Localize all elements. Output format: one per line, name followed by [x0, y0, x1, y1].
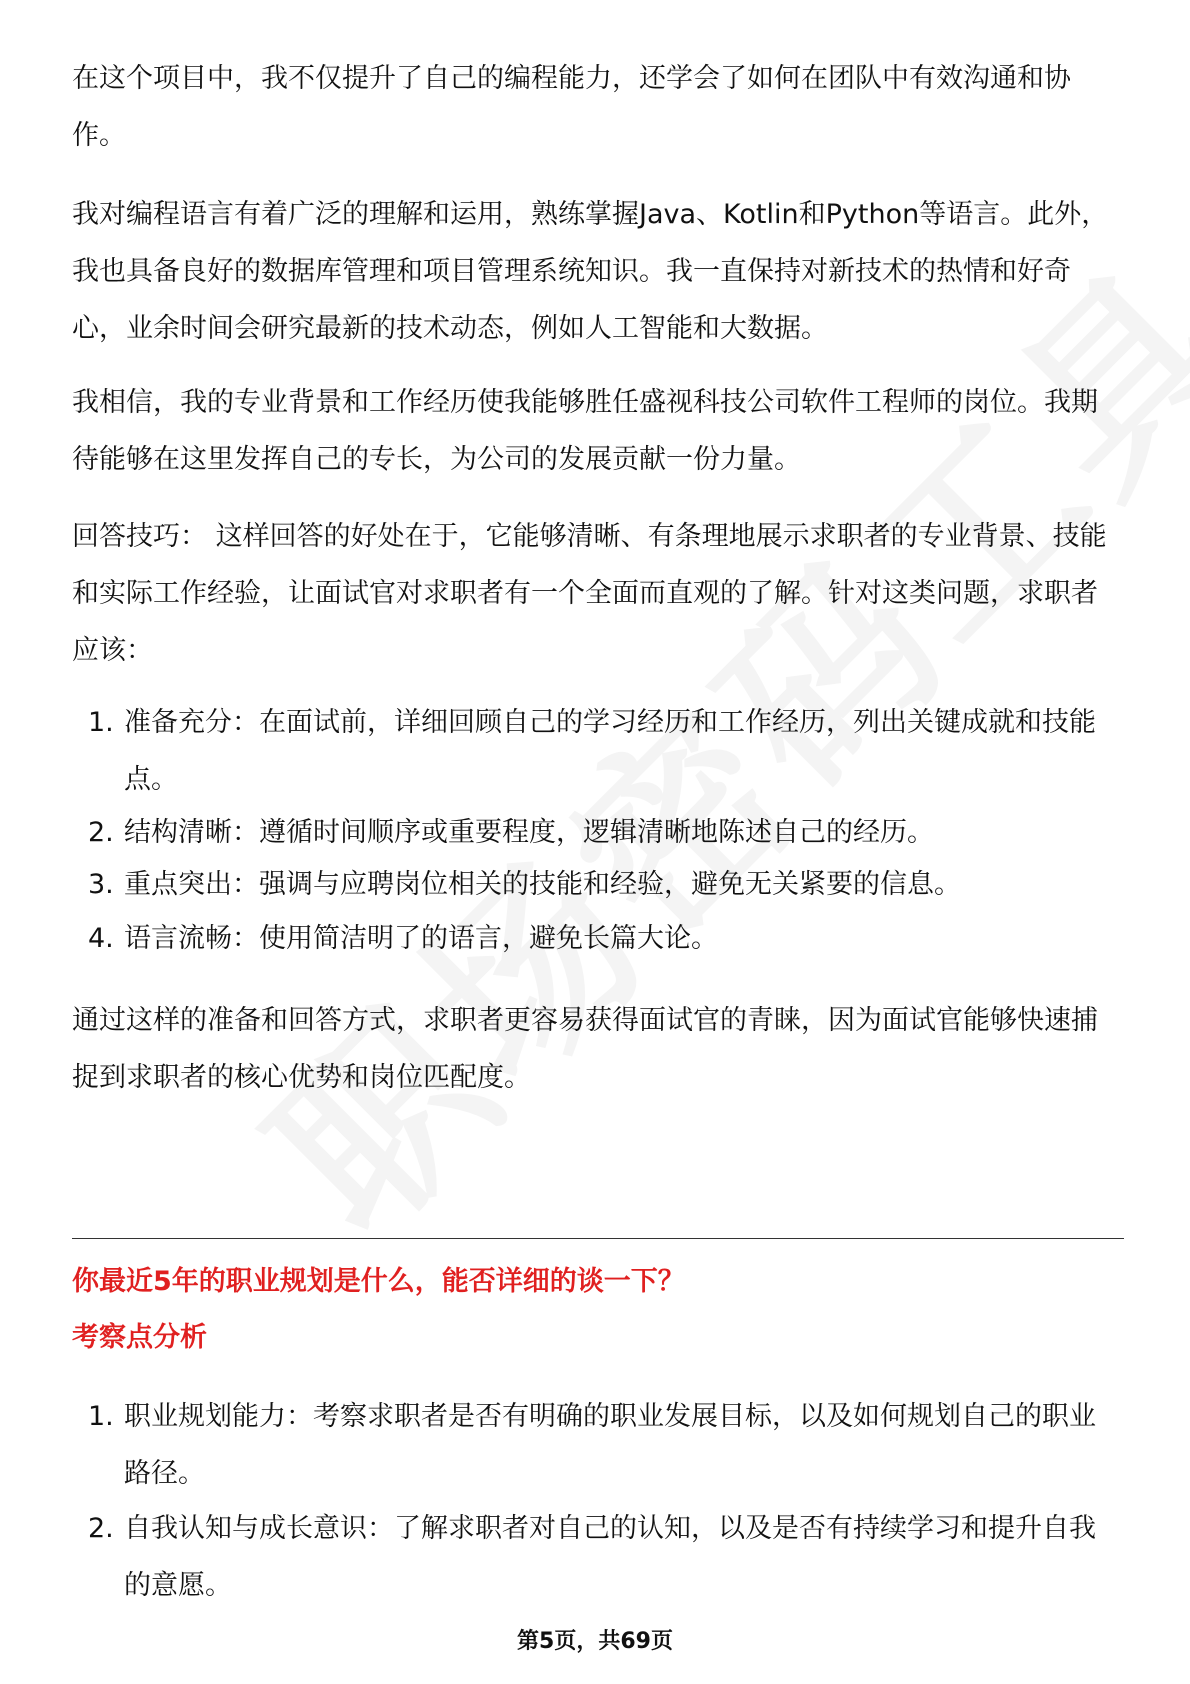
paragraph-project: 在这个项目中，我不仅提升了自己的编程能力，还学会了如何在团队中有效沟通和协作。 — [72, 63, 1071, 151]
list-item — [72, 694, 1122, 808]
list-item — [72, 804, 1122, 861]
list-text: 职业规划能力：考察求职者是否有明确的职业发展目标，以及如何规划自己的职业路径。 — [124, 1401, 1096, 1489]
question-heading: 你最近5年的职业规划是什么，能否详细的谈一下？ — [72, 1266, 685, 1297]
section-divider — [72, 1238, 1124, 1239]
list-item — [72, 1388, 1122, 1502]
page-footer: 第5页，共69页 — [517, 1629, 673, 1654]
list-number: 1. — [88, 707, 114, 738]
list-text: 结构清晰：遵循时间顺序或重要程度，逻辑清晰地陈述自己的经历。 — [124, 817, 934, 848]
list-text: 准备充分：在面试前，详细回顾自己的学习经历和工作经历，列出关键成就和技能点。 — [124, 707, 1096, 795]
list-number: 1. — [88, 1401, 114, 1432]
list-text: 重点突出：强调与应聘岗位相关的技能和经验，避免无关紧要的信息。 — [124, 869, 961, 900]
list-item — [72, 910, 1122, 967]
analysis-heading: 考察点分析 — [72, 1322, 207, 1353]
list-text: 语言流畅：使用简洁明了的语言，避免长篇大论。 — [124, 923, 718, 954]
paragraph-answer-tips: 回答技巧： 这样回答的好处在于，它能够清晰、有条理地展示求职者的专业背景、技能和实际工作经验，让面试官对求职者有一个全面而直观的了解。针对这类问题，求职者应该： — [72, 521, 1107, 666]
list-text: 自我认知与成长意识：了解求职者对自己的认知，以及是否有持续学习和提升自我的意愿。 — [124, 1513, 1096, 1601]
list-number: 2. — [88, 817, 114, 848]
paragraph-confidence: 我相信，我的专业背景和工作经历使我能够胜任盛视科技公司软件工程师的岗位。我期待能够在这里发挥自己的专长，为公司的发展贡献一份力量。 — [72, 387, 1098, 475]
paragraph-closing: 通过这样的准备和回答方式，求职者更容易获得面试官的青睐，因为面试官能够快速捕捉到求职者的核心优势和岗位匹配度。 — [72, 1005, 1098, 1093]
list-item — [72, 1500, 1122, 1614]
paragraph-skills: 我对编程语言有着广泛的理解和运用，熟练掌握Java、Kotlin和Python等语言。此外，我也具备良好的数据库管理和项目管理系统知识。我一直保持对新技术的热情和好奇心，业余时间会研究最新的技术动态，例如人工智能和大数据。 — [72, 199, 1109, 344]
list-number: 2. — [88, 1513, 114, 1544]
list-number: 3. — [88, 869, 114, 900]
list-item — [72, 856, 1122, 913]
list-number: 4. — [88, 923, 114, 954]
